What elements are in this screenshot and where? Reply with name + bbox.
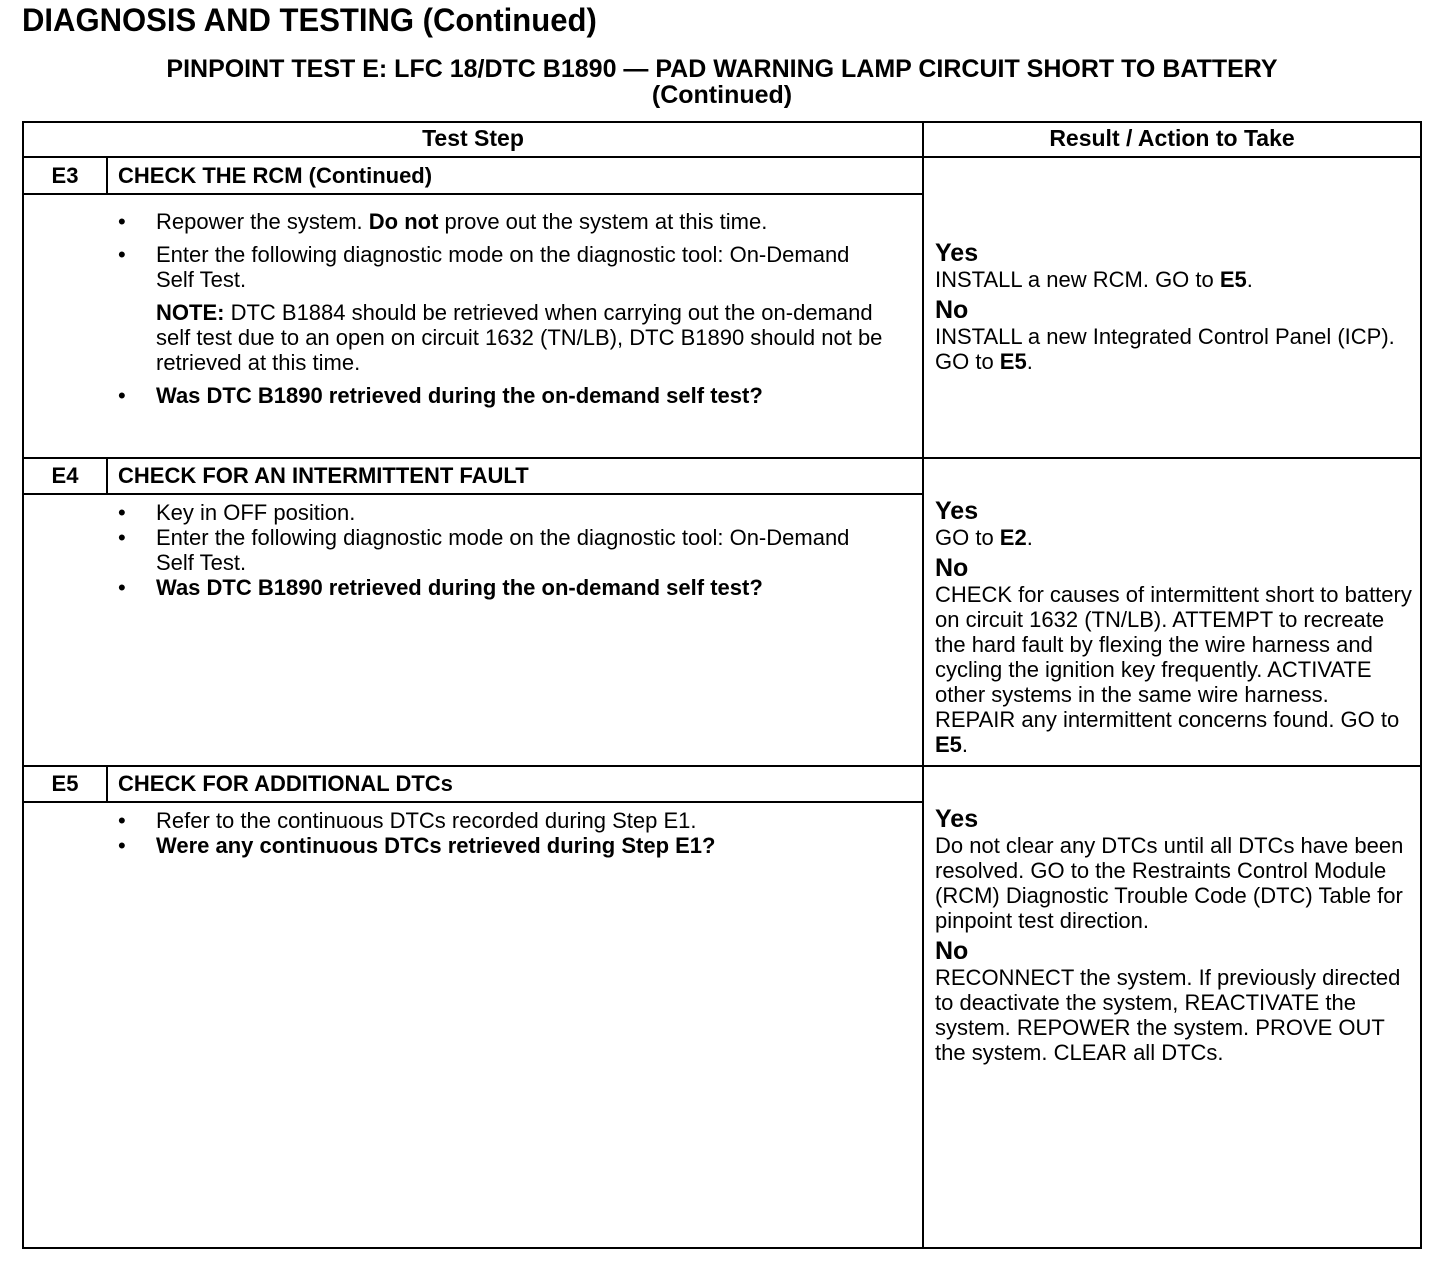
step-title: CHECK FOR ADDITIONAL DTCs: [118, 771, 453, 796]
step-instructions: [118, 808, 888, 858]
no-label: No: [935, 937, 969, 965]
step-title-divider: [24, 493, 922, 495]
yes-label: Yes: [935, 497, 979, 525]
yes-label: Yes: [935, 239, 979, 267]
step-id: E5: [51, 771, 79, 796]
diagnostic-table: [22, 121, 1422, 1249]
step-id-divider: [106, 767, 108, 802]
yes-label: Yes: [935, 805, 979, 833]
step-divider: [24, 765, 1420, 767]
step-result: Yes GO to E2. No CHECK for causes of intermittent short to battery on circuit 1632 (TN/LB). ATTEMPT to recreate the hard fault by flexing the wire harness and cycling the ignition key frequently. ACTIVATE other systems in the same wire harness. REPAIR any intermittent concerns found. GO to E5.: [935, 497, 1415, 761]
instruction-item: • Repower the system. Do not prove out the system at this time.: [118, 209, 888, 234]
step-title: CHECK THE RCM (Continued): [118, 163, 433, 188]
column-divider: [922, 123, 924, 1247]
step-result: Yes Do not clear any DTCs until all DTCs have been resolved. GO to the Restraints Control Module (RCM) Diagnostic Trouble Code (DTC) Table for pinpoint test direction. No RECONNECT the system. If previously directed to deactivate the system, REACTIVATE the system. REPOWER the system. PROVE OUT the system. CLEAR all DTCs.: [935, 805, 1415, 1069]
step-instructions: [118, 209, 888, 416]
step-id: E4: [51, 463, 79, 488]
step-id-divider: [106, 158, 108, 194]
question-item: • Was DTC B1890 retrieved during the on-demand self test?: [118, 575, 888, 600]
instruction-item: • Refer to the continuous DTCs recorded during Step E1.: [118, 808, 888, 833]
question-item: • Was DTC B1890 retrieved during the on-demand self test?: [118, 383, 888, 408]
instruction-item: • Enter the following diagnostic mode on the diagnostic tool: On-Demand Self Test.: [118, 525, 888, 575]
step-id: E3: [51, 163, 79, 188]
step-divider: [24, 457, 1420, 459]
question-item: • Were any continuous DTCs retrieved during Step E1?: [118, 833, 888, 858]
instruction-item: • Enter the following diagnostic mode on the diagnostic tool: On-Demand Self Test.: [118, 242, 888, 292]
step-title-divider: [24, 193, 922, 195]
no-label: No: [935, 554, 969, 582]
step-result: Yes INSTALL a new RCM. GO to E5. No INSTALL a new Integrated Control Panel (ICP). GO to E5.: [935, 239, 1415, 378]
page-title: DIAGNOSIS AND TESTING (Continued): [22, 2, 597, 38]
pinpoint-test-title-line2: (Continued): [651, 81, 793, 109]
step-instructions: [118, 500, 888, 600]
pinpoint-test-title: [22, 56, 1422, 108]
instruction-item: • Key in OFF position.: [118, 500, 888, 525]
no-label: No: [935, 296, 969, 324]
step-title-divider: [24, 801, 922, 803]
step-id-divider: [106, 459, 108, 494]
pinpoint-test-title-line1: PINPOINT TEST E: LFC 18/DTC B1890 — PAD WARNING LAMP CIRCUIT SHORT TO BATTERY: [166, 55, 1278, 83]
step-title: CHECK FOR AN INTERMITTENT FAULT: [118, 463, 529, 488]
header-test-step: Test Step: [422, 125, 524, 151]
header-divider: [24, 156, 1420, 158]
header-result-action: Result / Action to Take: [1049, 125, 1295, 151]
note: NOTE: DTC B1884 should be retrieved when carrying out the on-demand self test due to an open on circuit 1632 (TN/LB), DTC B1890 should not be retrieved at this time.: [156, 300, 883, 375]
